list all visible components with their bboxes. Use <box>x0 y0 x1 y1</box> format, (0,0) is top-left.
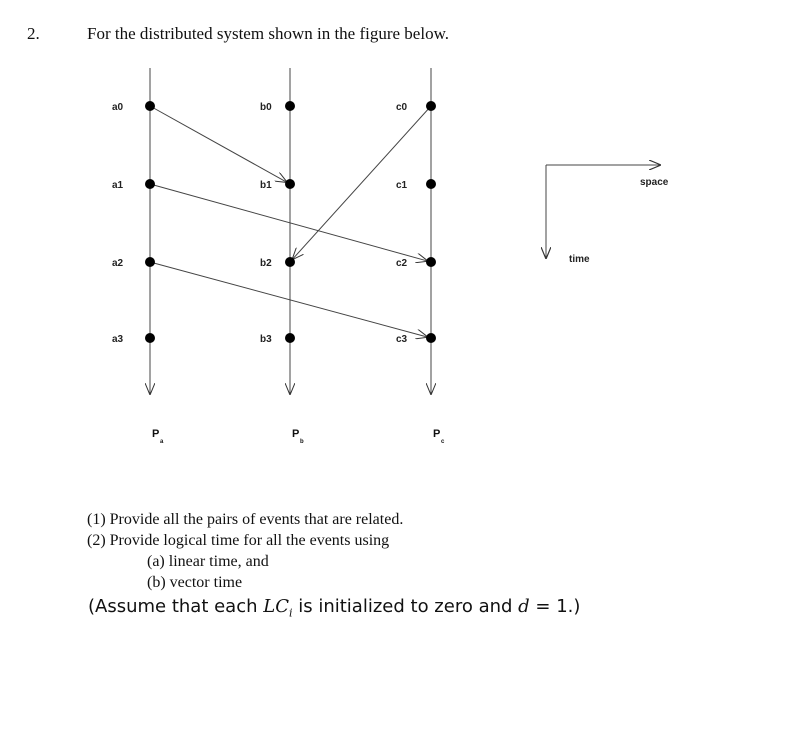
event-label-b2: b2 <box>260 258 272 269</box>
assumption-note <box>88 596 580 620</box>
assumption-var: LC <box>263 596 289 617</box>
message-a0-b1 <box>150 106 287 182</box>
event-c1 <box>426 179 436 189</box>
event-label-c2: c2 <box>396 258 408 269</box>
event-label-a0: a0 <box>112 102 124 113</box>
event-a3 <box>145 333 155 343</box>
process-label-a: P <box>152 428 160 440</box>
process-sub-c: c <box>441 439 445 445</box>
space-axis-label: space <box>640 177 669 188</box>
event-label-b0: b0 <box>260 102 272 113</box>
assumption-prefix: (Assume that each <box>88 596 264 617</box>
question-number: 2. <box>27 24 40 43</box>
process-label-b: P <box>292 428 300 440</box>
event-c2 <box>426 257 436 267</box>
event-a1 <box>145 179 155 189</box>
task-1: (1) Provide all the pairs of events that are related. <box>87 511 404 528</box>
process-sub-a: a <box>160 439 164 445</box>
task-2a: (a) linear time, and <box>147 553 269 570</box>
event-label-c3: c3 <box>396 334 408 345</box>
event-label-b3: b3 <box>260 334 272 345</box>
event-label-c1: c1 <box>396 180 408 191</box>
space-time-axes <box>546 165 669 265</box>
event-a2 <box>145 257 155 267</box>
event-c0 <box>426 101 436 111</box>
message-a2-c3 <box>150 262 427 337</box>
task-2: (2) Provide logical time for all the events using <box>87 532 390 549</box>
message-c0-b2 <box>293 106 431 259</box>
assumption-middle: is initialized to zero and <box>292 596 519 617</box>
process-sub-b: b <box>300 439 304 445</box>
task-2b: (b) vector time <box>147 574 243 591</box>
message-a1-c2 <box>150 184 427 261</box>
event-b1 <box>285 179 295 189</box>
event-label-a3: a3 <box>112 334 124 345</box>
assumption-var-sub: i <box>288 606 293 620</box>
process-label-c: P <box>433 428 441 440</box>
assumption-suffix: = 1.) <box>529 596 581 617</box>
event-label-c0: c0 <box>396 102 408 113</box>
event-label-a1: a1 <box>112 180 124 191</box>
question-intro: For the distributed system shown in the figure below. <box>87 24 449 43</box>
event-c3 <box>426 333 436 343</box>
event-a0 <box>145 101 155 111</box>
event-b2 <box>285 257 295 267</box>
event-b3 <box>285 333 295 343</box>
time-axis-label: time <box>569 254 590 265</box>
event-label-a2: a2 <box>112 258 124 269</box>
assumption-d: d <box>518 596 530 617</box>
event-b0 <box>285 101 295 111</box>
event-label-b1: b1 <box>260 180 272 191</box>
